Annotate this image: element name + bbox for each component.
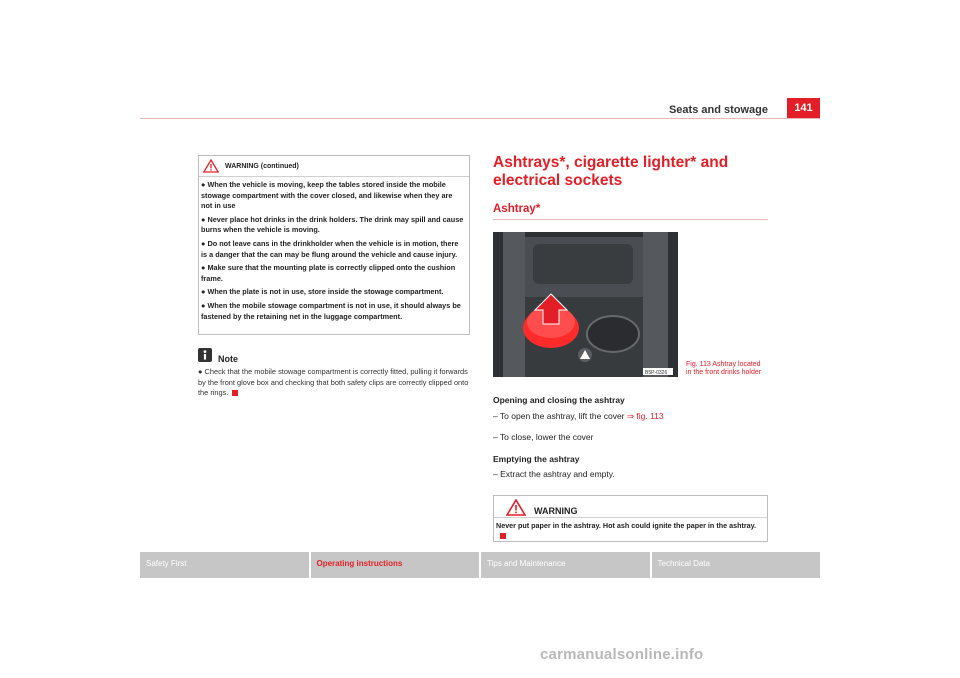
end-marker-icon bbox=[500, 533, 506, 539]
warning-box bbox=[493, 495, 768, 542]
page-header-title: Seats and stowage bbox=[668, 104, 768, 116]
page-number: 141 bbox=[787, 98, 820, 119]
ashtray-photo bbox=[493, 232, 678, 377]
warning-text: Never put paper in the ashtray. Hot ash could ignite the paper in the ashtray. bbox=[496, 521, 758, 541]
emptying-heading: Emptying the ashtray bbox=[493, 454, 580, 464]
figure-reference-link[interactable]: ⇒ fig. 113 bbox=[626, 411, 664, 421]
photo-code-label: B5P-0326 bbox=[645, 370, 668, 376]
warning-list bbox=[201, 180, 465, 325]
subsection-divider bbox=[493, 219, 768, 220]
tab-tips-and-maintenance[interactable]: Tips and Maintenance bbox=[481, 552, 650, 578]
warning-title: WARNING (continued) bbox=[225, 162, 299, 170]
subsection-title: Ashtray* bbox=[493, 203, 541, 215]
warning-divider bbox=[199, 176, 469, 177]
warning-item: ● When the mobile stowage compartment is not in use, it should always be fastened by the retaining net in the luggage compartment. bbox=[201, 300, 461, 321]
figure-caption: Fig. 113 Ashtray located in the front drinks holder bbox=[686, 361, 762, 376]
warning-triangle-icon bbox=[506, 499, 526, 516]
note-header bbox=[198, 346, 238, 364]
warning-box-continued bbox=[198, 155, 470, 335]
watermark: carmanualsonline.info bbox=[540, 646, 704, 663]
step-close: – To close, lower the cover bbox=[493, 432, 594, 442]
warning-title: WARNING bbox=[534, 505, 578, 516]
warning-header bbox=[506, 499, 578, 516]
warning-item: ● Do not leave cans in the drinkholder when the vehicle is in motion, there is a danger that the can may be flung around the vehicle and cause injury. bbox=[201, 238, 459, 259]
warning-item: ● Make sure that the mounting plate is correctly clipped onto the cushion frame. bbox=[201, 263, 456, 283]
step-empty: – Extract the ashtray and empty. bbox=[493, 469, 615, 479]
tab-technical-data[interactable]: Technical Data bbox=[652, 552, 821, 578]
warning-item: ● Never place hot drinks in the drink holders. The drink may spill and cause burns when the vehicle is moving. bbox=[201, 214, 464, 235]
warning-header bbox=[203, 159, 299, 173]
tab-safety-first[interactable]: Safety First bbox=[140, 552, 309, 578]
opening-heading: Opening and closing the ashtray bbox=[493, 395, 625, 405]
warning-item: ● When the plate is not in use, store inside the stowage compartment. bbox=[201, 287, 444, 297]
ashtray-illustration bbox=[493, 232, 678, 377]
note-title: Note bbox=[218, 354, 238, 364]
info-note-icon bbox=[198, 348, 212, 362]
warning-triangle-icon bbox=[203, 159, 219, 173]
section-title: Ashtrays*, cigarette lighter* and electrical sockets bbox=[493, 154, 729, 189]
warning-divider bbox=[494, 517, 767, 518]
end-marker-icon bbox=[232, 390, 238, 396]
note-text: ● Check that the mobile stowage compartment is correctly fitted, pulling it forwards by the front glove box and checking that both safety clips are correctly clipped onto the rings. bbox=[198, 367, 469, 398]
step-open: – To open the ashtray, lift the cover ⇒ fig. 113 bbox=[493, 411, 664, 421]
tab-operating-instructions[interactable]: Operating instructions bbox=[311, 552, 480, 578]
footer-nav bbox=[140, 552, 820, 578]
warning-item: ● When the vehicle is moving, keep the tables stored inside the mobile stowage compartment with the cover closed, and likewise when they are not in use bbox=[201, 180, 453, 211]
header-divider bbox=[140, 118, 820, 119]
